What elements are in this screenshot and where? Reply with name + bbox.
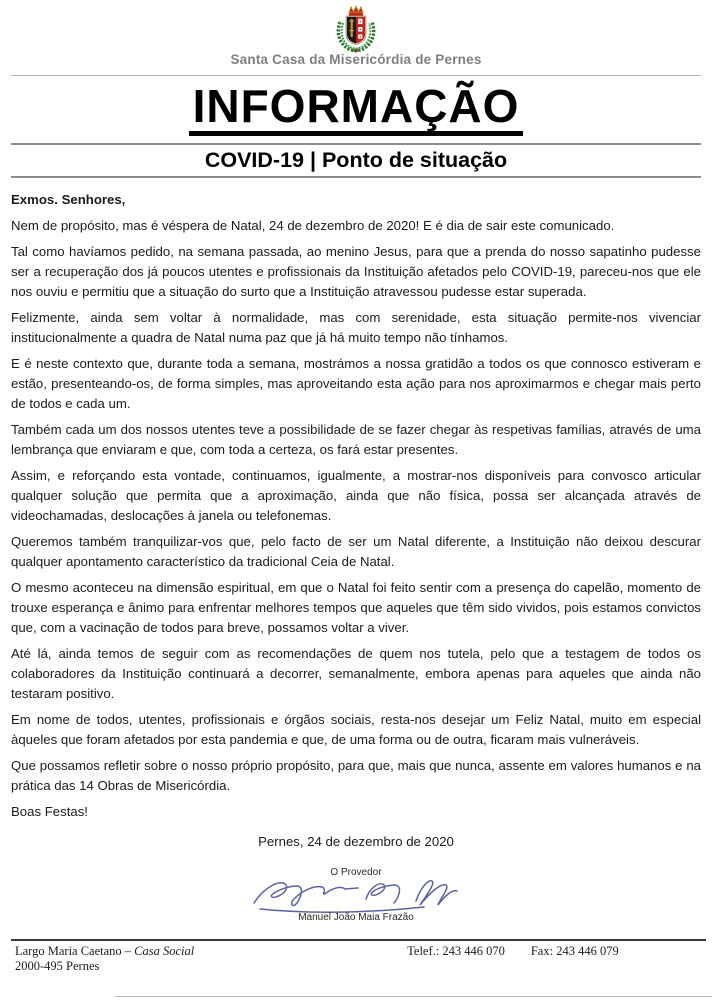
subtitle-divider-bottom <box>11 176 701 178</box>
paragraph: Até lá, ainda temos de seguir com as recomendações de quem nos tutela, pelo que a testagem de todos os colaboradores da Instituição continuará a decorrer, semanalmente, embora apenas para aqueles que ainda não testaram positivo. <box>11 646 701 702</box>
page-title-text: INFORMAÇÃO <box>189 82 524 136</box>
paragraph: Felizmente, ainda sem voltar à normalidade, mas com serenidade, esta situação permite-nos vivenciar institucionalmente a quadra de Natal numa paz que já há muito tempo não tínhamos. <box>11 310 701 346</box>
salutation: Exmos. Senhores, <box>11 192 126 208</box>
paragraph: Em nome de todos, utentes, profissionais e órgãos sociais, resta-nos desejar um Feliz Natal, muito em especial àqueles que foram afetados por esta pandemia e que, de uma forma ou de outra, ficaram mais vulneráveis. <box>11 712 701 748</box>
place-and-date: Pernes, 24 de dezembro de 2020 <box>258 834 454 850</box>
organization-name: Santa Casa da Misericórdia de Pernes <box>230 52 482 67</box>
signer-name: Manuel João Maia Frazão <box>298 912 414 924</box>
header-divider <box>11 75 701 76</box>
subtitle-divider-top <box>11 143 701 145</box>
paragraph: Que possamos refletir sobre o nosso próprio propósito, para que, mais que nunca, assente em valores humanos e na prática das 14 Obras de Misericórdia. <box>11 758 701 794</box>
paragraph: Boas Festas! <box>11 804 88 820</box>
handwritten-signature-icon <box>248 873 463 915</box>
footer-address-postal: 2000-495 Pernes <box>15 959 100 973</box>
paragraph: Queremos também tranquilizar-vos que, pelo facto de ser um Natal diferente, a Instituição não deixou descurar qualquer apontamento característico da tradicional Ceia de Natal. <box>11 534 701 570</box>
footer-address-street: Largo Maria Caetano – <box>15 944 135 958</box>
page-subtitle: COVID-19 | Ponto de situação <box>204 148 508 173</box>
paragraph: E é neste contexto que, durante toda a semana, mostrámos a nossa gratidão a todos os que connosco estiveram e estão, presenteando-os, de forma simples, mas aproveitando esta ação para nos aproximarmos e chegar mais perto de todos e cada um. <box>11 356 701 412</box>
footer-address <box>11 944 407 974</box>
logo-container <box>11 0 701 50</box>
coat-of-arms-icon <box>333 6 379 54</box>
paragraph: Nem de propósito, mas é véspera de Natal, 24 de dezembro de 2020! E é dia de sair este comunicado. <box>11 218 615 234</box>
footer-fax: Fax: 243 446 079 <box>530 944 619 958</box>
page-bottom-edge <box>115 996 712 997</box>
paragraph: Também cada um dos nossos utentes teve a possibilidade de se fazer chegar às respetivas famílias, através de uma lembrança que enviaram e que, com toda a certeza, os fará estar presentes. <box>11 422 701 458</box>
letter-body <box>11 190 701 822</box>
footer-contacts <box>407 944 706 974</box>
page-title <box>11 82 701 136</box>
signature-block <box>226 865 486 927</box>
paragraph: O mesmo aconteceu na dimensão espiritual, em que o Natal foi feito sentir com a presença do capelão, momento de trouxe esperança e ânimo para enfrentar melhores tempos que aqueles que têm sido vividos, pois estamos convictos que, com a vacinação de todos para breve, possamos voltar a viver. <box>11 580 701 636</box>
paragraph: Tal como havíamos pedido, na semana passada, ao menino Jesus, para que a prenda do nosso sapatinho pudesse ser a recuperação dos já poucos utentes e profissionais da Instituição afetados pelo COVID-19, pareceu-nos que ele nos ouviu e permitiu que a situação do surto que a Instituição atravessou pudesse estar superada. <box>11 244 701 300</box>
letter-footer <box>11 939 706 974</box>
footer-address-building: Casa Social <box>134 944 195 958</box>
signer-role: O Provedor <box>330 867 382 879</box>
footer-telephone: Telef.: 243 446 070 <box>407 944 505 958</box>
paragraph: Assim, e reforçando esta vontade, continuamos, igualmente, a mostrar-nos disponíveis para convosco articular qualquer solução que permita que a aproximação, ainda que não física, possa ser alcançada através de videochamadas, deslocações à janela ou telefonemas. <box>11 468 701 524</box>
